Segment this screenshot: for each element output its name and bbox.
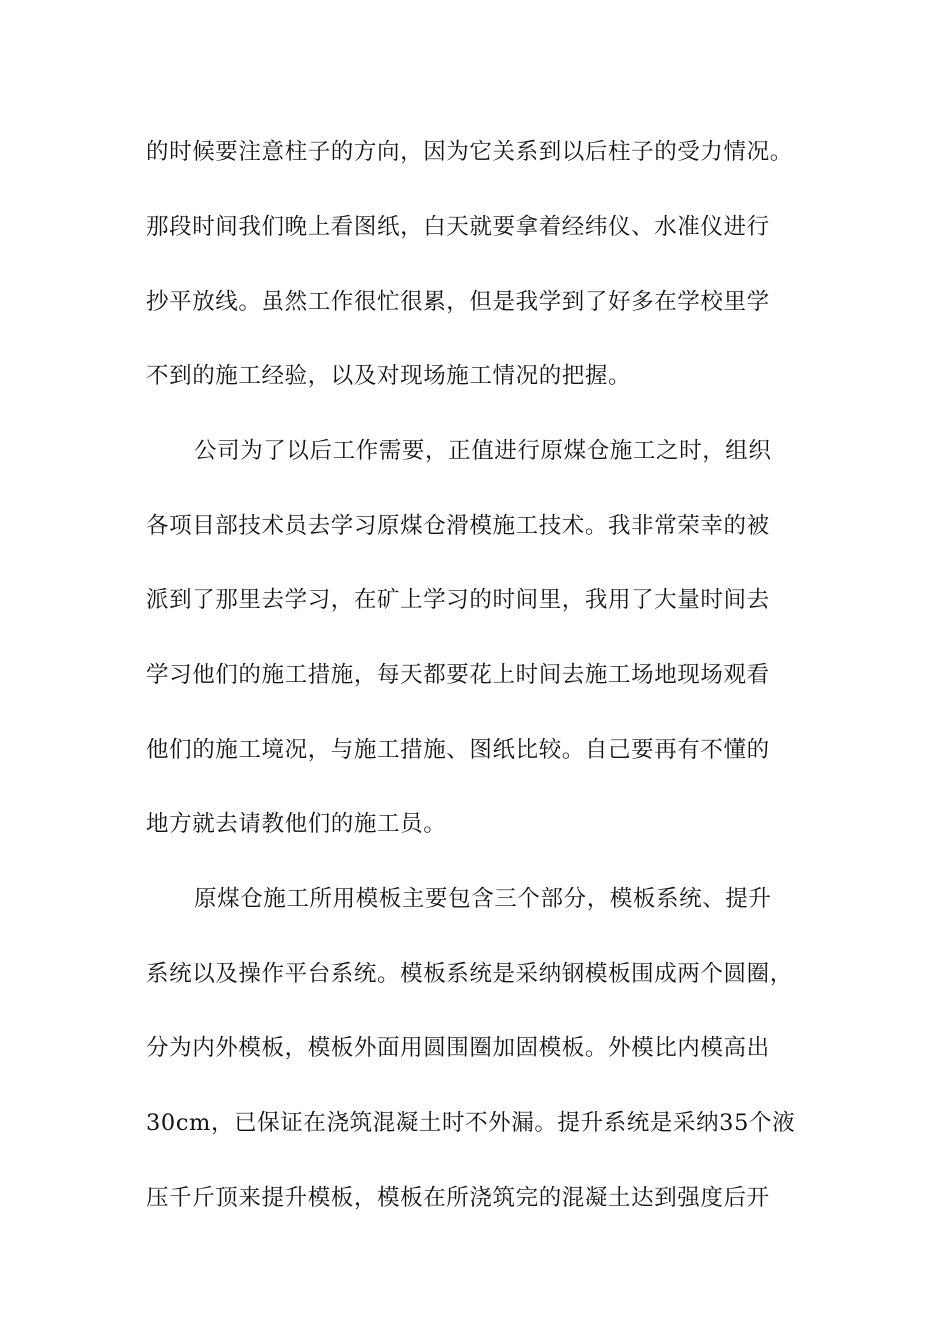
text-line-7: 派到了那里去学习，在矿上学习的时间里，我用了大量时间去 — [146, 587, 770, 613]
text-line-11: 原煤仓施工所用模板主要包含三个部分，模板系统、提升 — [194, 886, 772, 912]
text-line-9: 他们的施工境况，与施工措施、图纸比较。自己要再有不懂的 — [146, 737, 770, 763]
text-line-3: 抄平放线。虽然工作很忙很累，但是我学到了好多在学校里学 — [146, 289, 770, 315]
text-line-8: 学习他们的施工措施，每天都要花上时间去施工场地现场观看 — [146, 662, 770, 688]
text-line-1: 的时候要注意柱子的方向，因为它关系到以后柱子的受力情况。 — [146, 139, 793, 165]
text-line-14: 30cm，已保证在浇筑混凝土时不外漏。提升系统是采纳35个液 — [146, 1110, 796, 1136]
text-line-6: 各项目部技术员去学习原煤仓滑模施工技术。我非常荣幸的被 — [146, 513, 770, 539]
text-line-12: 系统以及操作平台系统。模板系统是采纳钢模板围成两个圆圈， — [146, 961, 793, 987]
text-line-4: 不到的施工经验，以及对现场施工情况的把握。 — [146, 363, 632, 389]
text-line-15: 压千斤顶来提升模板，模板在所浇筑完的混凝土达到强度后开 — [146, 1185, 770, 1211]
text-line-2: 那段时间我们晚上看图纸，白天就要拿着经纬仪、水准仪进行 — [146, 214, 770, 240]
text-line-5: 公司为了以后工作需要，正值进行原煤仓施工之时，组织 — [194, 438, 772, 464]
text-line-10: 地方就去请教他们的施工员。 — [146, 811, 447, 837]
text-line-13: 分为内外模板，模板外面用圆围圈加固模板。外模比内模高出 — [146, 1035, 770, 1061]
